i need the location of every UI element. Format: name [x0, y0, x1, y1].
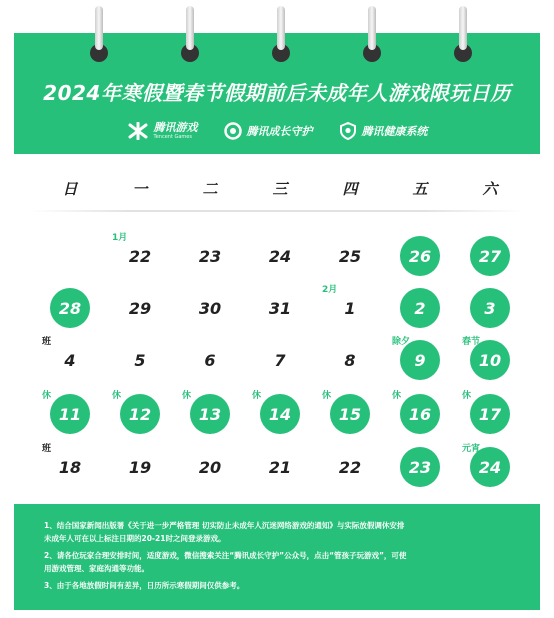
calendar-day-playable: 10 [470, 340, 510, 380]
weekday-label: 二 [202, 180, 218, 198]
note-line: 未成年人可在以上标注日期的20-21时之间登录游戏。 [44, 534, 226, 543]
calendar-day: 7 [274, 350, 286, 370]
day-tag: 班 [42, 337, 52, 347]
calendar-day-playable: 11 [50, 394, 90, 434]
weekday-label: 三 [272, 180, 288, 198]
calendar-day: 6 [204, 350, 216, 370]
binding-ring [272, 6, 290, 64]
growth-guard-logo [224, 122, 313, 140]
weekday-header [0, 178, 554, 198]
calendar-day-playable: 28 [50, 288, 90, 328]
calendar-day-playable: 9 [400, 340, 440, 380]
calendar-day: 18 [58, 457, 82, 477]
calendar-day-playable: 24 [470, 447, 510, 487]
day-tag: 休 [392, 391, 402, 401]
calendar-day-playable: 2 [400, 288, 440, 328]
logo-sublabel: Tencent Games [153, 134, 192, 140]
weekday-label: 四 [342, 180, 358, 198]
logo-label: 腾讯健康系统 [361, 125, 428, 138]
calendar-day: 1 [344, 298, 356, 318]
weekday-label: 日 [62, 180, 78, 198]
calendar-day-playable: 26 [400, 236, 440, 276]
calendar-day-playable: 27 [470, 236, 510, 276]
day-tag: 休 [462, 391, 472, 401]
calendar-day-playable: 16 [400, 394, 440, 434]
day-tag: 班 [42, 444, 52, 454]
tencent-games-logo [127, 122, 198, 140]
logo-label: 腾讯成长守护 [246, 125, 313, 138]
calendar-day: 31 [268, 298, 292, 318]
binding-ring [454, 6, 472, 64]
day-tag: 元宵 [462, 444, 481, 454]
health-system-logo [339, 122, 428, 140]
calendar-day: 4 [64, 350, 76, 370]
calendar-day: 23 [198, 246, 222, 266]
weekday-label: 一 [132, 180, 148, 198]
growth-guard-icon [224, 122, 242, 140]
calendar-day: 5 [134, 350, 146, 370]
day-tag: 休 [252, 391, 262, 401]
health-system-icon [339, 122, 357, 140]
calendar-day-playable: 17 [470, 394, 510, 434]
calendar-day: 19 [128, 457, 152, 477]
page-title: 2024年寒假暨春节假期前后未成年人游戏限玩日历 [43, 81, 511, 105]
note-line: 1、结合国家新闻出版署《关于进一步严格管理 切实防止未成年人沉迷网络游戏的通知》与实际放假调休安排 [44, 521, 405, 530]
day-tag: 休 [42, 391, 52, 401]
calendar-day: 8 [344, 350, 356, 370]
weekday-label: 六 [482, 180, 498, 198]
calendar-day-playable: 15 [330, 394, 370, 434]
note-line: 3、由于各地放假时间有差异，日历所示寒假期间仅供参考。 [44, 581, 245, 590]
divider [30, 210, 524, 212]
notes-panel [14, 504, 540, 610]
binding-ring [90, 6, 108, 64]
binding-ring [363, 6, 381, 64]
day-tag: 1月 [112, 233, 128, 243]
calendar-day: 22 [128, 246, 152, 266]
day-tag: 休 [112, 391, 122, 401]
calendar-day: 29 [128, 298, 152, 318]
day-tag: 休 [182, 391, 192, 401]
day-tag: 2月 [322, 285, 338, 295]
day-tag: 春节 [462, 337, 481, 347]
calendar-day: 30 [198, 298, 222, 318]
logo-label: 腾讯游戏 [153, 121, 198, 134]
calendar-day: 25 [338, 246, 362, 266]
calendar-day-playable: 14 [260, 394, 300, 434]
calendar-day: 21 [268, 457, 292, 477]
tencent-games-icon [127, 122, 149, 140]
calendar-day-playable: 12 [120, 394, 160, 434]
note-line: 2、请各位玩家合理安排时间，适度游戏，微信搜索关注“腾讯成长守护”公众号，点击“管孩子玩游戏”，可使 [44, 551, 407, 560]
note-line: 用游戏管理、家庭沟通等功能。 [44, 564, 149, 573]
logo-row [14, 120, 540, 142]
binding-ring [181, 6, 199, 64]
calendar-day-playable: 3 [470, 288, 510, 328]
day-tag: 休 [322, 391, 332, 401]
calendar-day-playable: 23 [400, 447, 440, 487]
calendar-day: 22 [338, 457, 362, 477]
weekday-label: 五 [412, 180, 428, 198]
calendar-day: 24 [268, 246, 292, 266]
calendar-day-playable: 13 [190, 394, 230, 434]
day-tag: 除夕 [392, 337, 411, 347]
calendar-day: 20 [198, 457, 222, 477]
